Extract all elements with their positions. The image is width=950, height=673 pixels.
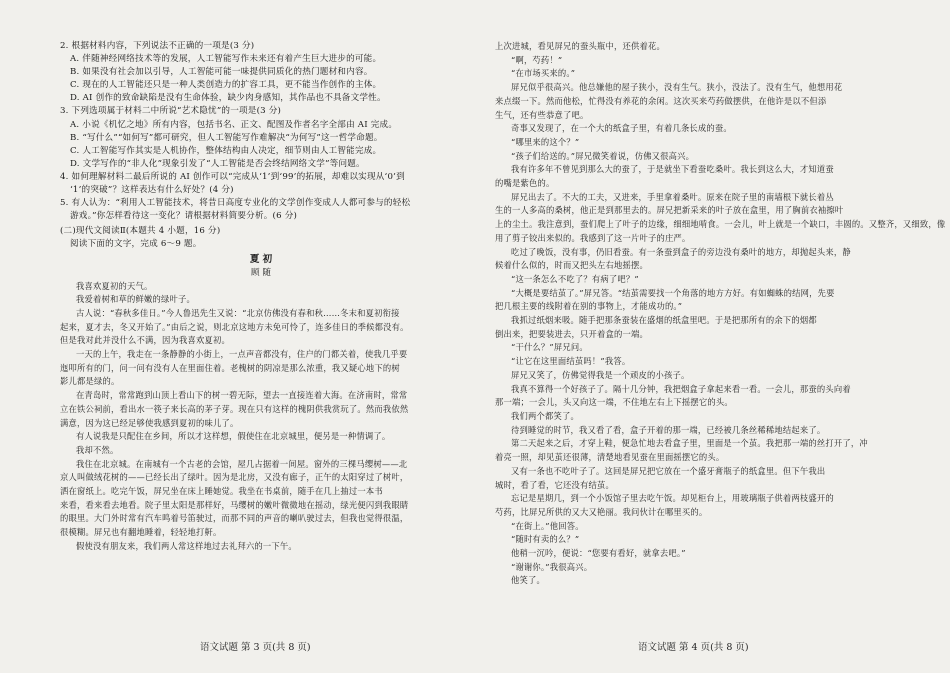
page-footer-left: 语文试题 第 3 页(共 8 页) xyxy=(200,642,311,653)
paragraph-line: 京人叫做绒花树的——已经长出了绿叶。因为是北房，又没有廊子，正午的太阳穿过了树叶， xyxy=(60,472,409,483)
paragraph-line: 芍药，比屏兄所供的又大又艳丽。我问伙计在哪里买的。 xyxy=(495,506,708,517)
paragraph-line: 待到睡觉的时节，我又看了看，盒子开着的那一端，已经被几条丝稀稀地结起来了。 xyxy=(511,424,826,435)
option-2c: C. 现在的人工智能还只是一种人类创造力的扩容工具，更不能当作创作的主体。 xyxy=(70,80,382,91)
paragraph-line: 倒出来，把要装进去，只开着盒的一端。 xyxy=(495,328,648,339)
paragraph-line: 我却不然。 xyxy=(76,444,119,455)
essay-body-continued xyxy=(495,40,946,588)
paragraph-line: 迤叩所有的门，问一问有没有人在里面住着。老槐树的阴凉是那么浓重，我又疑心地下的树 xyxy=(60,362,400,373)
paragraph-line: “哪里来的这个？” xyxy=(511,136,580,147)
paragraph-line: 起来，夏才去，冬又开始了。”由后之说，则北京这地方未免可怜了，连多佳日的季候都没有。 xyxy=(60,321,409,332)
paragraph-line: “谢谢你。”我很高兴。 xyxy=(511,561,593,572)
paragraph-line: 古人说：“春秋多佳日。”今人鲁迅先生又说：“北京仿佛没有春和秋……冬末和夏初衔接 xyxy=(76,307,400,318)
paragraph-line: 影儿都是绿的。 xyxy=(60,376,120,387)
paragraph-line: 屏兄似乎很高兴。他总嫌他的屋子狭小，没有生气。狭小，没法了。没有生气，他想用花 xyxy=(511,82,843,93)
paragraph-line: 城时，看了看，它还没有结茧。 xyxy=(495,479,614,490)
paragraph-line: 我有许多年不曾见到那么大的蚕了，于是就坐下看蚕吃桑叶。我长到这么大，才知道蚕 xyxy=(511,164,834,175)
paragraph-line: 用了剪子铰出来似的。我感到了这一片叶子的庄严。 xyxy=(495,232,691,243)
paragraph-line: 着亮一照，却见茧还很薄，清楚地看见蚕在里面摇摆它的头。 xyxy=(495,452,725,463)
option-3d: D. 文学写作的“非人化”现象引发了“人工智能是否会终结网络文学”等问题。 xyxy=(70,158,365,169)
option-3c: C. 人工智能写作其实是人机协作，整体结构由人决定，细节则由人工智能完成。 xyxy=(70,145,382,156)
option-3a: A. 小说《机忆之地》所有内容，包括书名、正文、配图及作者名字全部由 AI 完成。 xyxy=(70,119,398,130)
paragraph-line: 上的尘土。我注意到，蚕们爬上了叶子的边缘，细细地啃食。一会儿，叶上就是一个缺口，丰圆的。又整齐，又细致，像 xyxy=(495,219,946,230)
paragraph-line: “啊，芍药！” xyxy=(511,54,563,65)
paragraph-line: “让它在这里面结茧吗！”我答。 xyxy=(511,356,631,367)
paragraph-line: 但是我对此并没什么不满，因为我喜欢夏初。 xyxy=(60,335,230,346)
paragraph-line: 我真不算得一个好孩子了。隔十几分钟，我把烟盒子拿起来看一看。一会儿，那蚕的头向着 xyxy=(511,383,851,394)
paragraph-line: 假使没有朋友来，我们两人常这样地过去礼拜六的一下午。 xyxy=(76,540,297,551)
paragraph-line: 我喜欢夏初的天气。 xyxy=(76,280,153,291)
paragraph-line: 我抓过纸烟来吸。随手把那条蚕装在盛烟的纸盒里吧。于是把那所有的余下的烟都 xyxy=(511,315,817,326)
question-4: 4. 如何理解材料二最后所说的 AI 创作可以“完成从‘1’到‘99’的拓展，却难以实现从‘0’到 xyxy=(60,171,405,182)
paragraph-line: 在青岛时，常常跑到山顶上看山下的树一碧无际，望去一直接连着大海。在济南时，常常 xyxy=(76,390,408,401)
paragraph-line: 他笑了。 xyxy=(511,575,545,586)
paragraph-line: 上次进城，看见屏兄的蚕头瓶中，还供着花。 xyxy=(495,41,665,51)
paragraph-line: 又有一条也不吃叶子了。这回是屏兄把它放在一个盛牙膏瓶子的纸盒里。但下午我出 xyxy=(511,465,826,476)
paragraph-line: 他稍一沉吟，便说：“您要有看好，就拿去吧。” xyxy=(511,548,686,559)
paragraph-line: “在街上。”他回答。 xyxy=(511,520,584,531)
question-4-cont: ‘1’的突破”？这样表达有什么好处？(4 分) xyxy=(70,185,234,196)
essay-title: 夏 初 xyxy=(249,253,273,265)
paragraph-line: 来点缀一下。然而他松，忙得没有养花的余闲。这次买来芍药做摆供，在他许是以不但添 xyxy=(495,95,827,106)
paragraph-line: 我爱着树和草的鲜嫩的绿叶子。 xyxy=(76,294,195,305)
question-2: 2. 根据材料内容，下列说法不正确的一项是(3 分) xyxy=(60,41,255,51)
paragraph-line: “随时有卖的么？” xyxy=(511,534,580,545)
question-5: 5. 有人认为：“利用人工智能技术，将昔日高度专业化的文学创作变成人人都可参与的轻松 xyxy=(60,198,411,209)
option-2b: B. 如果没有社会加以引导，人工智能可能一味提供同质化的热门题材和内容。 xyxy=(70,67,373,78)
paragraph-line: 立在铁公祠前，看出水一筷子来长高的茅子芽。现在只有这样的槐阴供我赏玩了。然而我依然 xyxy=(60,403,409,414)
option-2d: D. AI 创作的致命缺陷是没有生命体验，缺少肉身感知，其作品也不具备文学性。 xyxy=(70,93,386,104)
right-column xyxy=(495,40,946,588)
paragraph-line: “干什么？”屏兄问。 xyxy=(511,342,588,353)
essay-author: 顾 随 xyxy=(251,267,271,278)
section-heading: (二)现代文阅读Ⅱ(本题共 4 小题，16 分) xyxy=(60,226,221,237)
paragraph-line: “这一条怎么不吃了？有病了吧？” xyxy=(511,273,639,284)
paragraph-line: 那一端；一会儿，头又向这一端，不住地左右上下摇摆它的头。 xyxy=(495,397,733,408)
paragraph-line: 忘记是星期几，到一个小饭馆子里去吃午饭。却见柜台上，用玻璃瓶子供着两枝盛开的 xyxy=(511,493,834,504)
paragraph-line: 来看，看来看去地看。院子里太阳是那样好，马缨树的嫩叶微微地在摇动，绿光便闪到我眼睛 xyxy=(60,499,409,510)
essay-body xyxy=(60,280,462,554)
paragraph-line: 有人说我是只配住在乡间，所以才这样想，假使住在北京城里，便另是一种情调了。 xyxy=(76,431,391,442)
option-3b: B. “写什么”“如何写”都可研究，但人工智能写作难解决“为何写”这一哲学命题。 xyxy=(70,132,383,143)
paragraph-line: 很模糊。屏兄也有翻地睡着，轻轻地打鼾。 xyxy=(60,527,222,538)
paragraph-line: “孩子们给送的。”屏兄微笑着说，仿佛又很高兴。 xyxy=(511,150,695,161)
paragraph-line: 我们两个都笑了。 xyxy=(511,410,579,421)
paragraph-line: 洒在窗纸上。吃完午饭，屏兄坐在床上睡她觉。我坐在书桌前，随手在几上抽过一本书 xyxy=(60,486,383,497)
paragraph-line: 屏兄出去了。不大的工夫，又进来，手里拿着桑叶。原来在院子里的南墙根下就长着丛 xyxy=(511,191,834,202)
paragraph-line: 候着什么似的，时而又把头左右地摇摆。 xyxy=(495,260,648,271)
paragraph-line: 生气，还有些恭意了吧。 xyxy=(495,109,589,120)
paragraph-line: 第二天起来之后，才穿上鞋，便急忙地去看盒子里，里面是一个茧。我把那一端的丝打开了，冲 xyxy=(511,438,868,449)
left-column xyxy=(60,40,462,554)
paragraph-line: 的眼里。大门外时常有汽车鸣着号笛驶过，而那不同的声音的喇叭驶过去，但我也觉得很温， xyxy=(60,513,409,524)
page-footer-right: 语文试题 第 4 页(共 8 页) xyxy=(638,642,749,653)
paragraph-line: 把几根主要的线附着在别的事物上，才能成功的。” xyxy=(495,301,683,312)
paragraph-line: 奇事又发现了，在一个大的纸盒子里，有着几条长成的蚕。 xyxy=(511,123,732,134)
paragraph-line: “在市场买来的。” xyxy=(511,68,576,79)
paragraph-line: 吃过了晚饭，没有事，仍旧看蚕。有一条蚕到盒子的旁边没有桑叶的地方，却抛起头来，静 xyxy=(511,246,851,257)
paragraph-line: 我住在北京城。在南城有一个古老的会馆，屋几占据着一间屋。窗外的三棵马缨树——北 xyxy=(76,458,408,469)
paragraph-line: 一天的上午，我走在一条静静的小街上，一点声音都没有，住户的门都关着，使我几乎要 xyxy=(76,349,408,360)
paragraph-line: 生的一人多高的桑树，他正是到那里去的。屏兄把新采来的叶子放在盒里，用了胸前衣袖擦叶 xyxy=(495,205,844,216)
paragraph-line: 的嘴是紫色的。 xyxy=(495,178,555,189)
question-5-cont: 游戏。”你怎样看待这一变化？请根据材料简要分析。(6 分) xyxy=(70,211,298,222)
instruction: 阅读下面的文字，完成 6～9 题。 xyxy=(70,239,202,250)
paragraph-line: 屏兄又笑了，仿佛觉得我是一个顽皮的小孩子。 xyxy=(511,369,690,380)
paragraph-line: 满意，因为这已经足够使我感到夏初的味儿了。 xyxy=(60,417,239,428)
question-3: 3. 下列选项属于材料二中所说“艺术隐忧”的一项是(3 分) xyxy=(60,106,282,117)
option-2a: A. 伴随神经网络技术等的发展，人工智能写作未来还有着产生巨大进步的可能。 xyxy=(70,54,382,65)
paragraph-line: “大概是要结茧了。”屏兄答。“结茧需要找一个角落的地方方好。有如蜘蛛的结网，先要 xyxy=(511,287,835,298)
